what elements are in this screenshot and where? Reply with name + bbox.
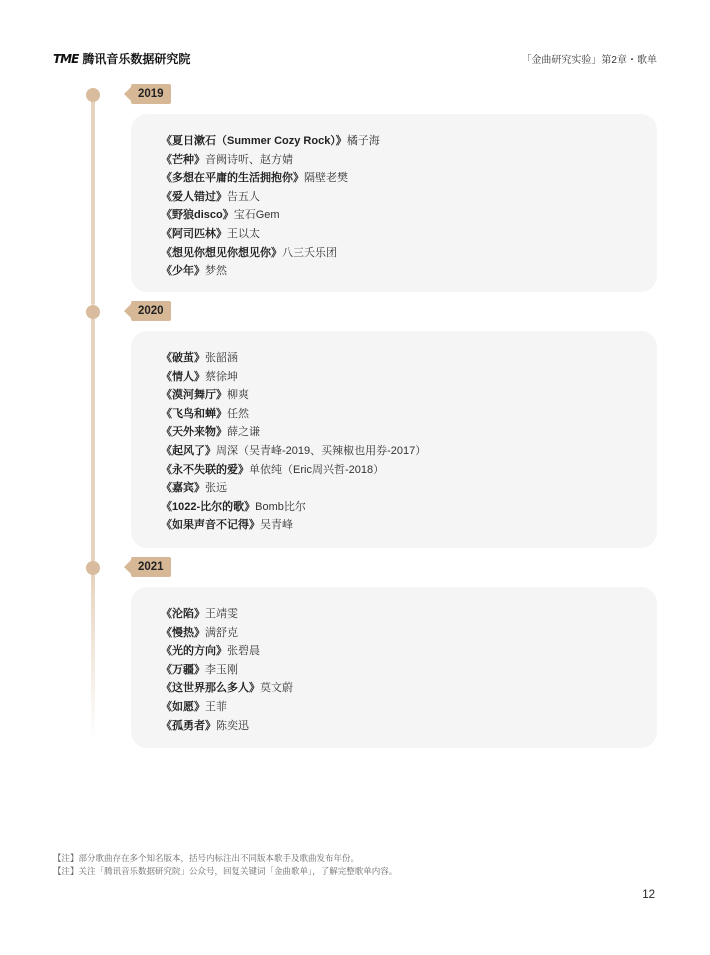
song-artist: 八三夭乐团 [282,246,337,259]
list-item [161,206,657,225]
list-item [161,498,657,517]
song-artist: 音阙诗听、赵方婧 [205,153,293,166]
song-title: 《破茧》 [161,352,205,364]
list-item [161,642,657,661]
year-tag-2021: 2021 [131,557,171,577]
song-artist: 柳爽 [227,389,249,402]
list-item [161,661,657,680]
list-item [161,679,657,698]
song-title: 《永不失联的爱》 [161,463,249,476]
song-title: 《夏日漱石（Summer Cozy Rock）》 [161,135,347,147]
list-item [161,605,657,624]
song-title: 《孤勇者》 [161,719,216,732]
footnotes [53,852,397,878]
song-artist: 李玉刚 [205,663,238,676]
list-item [161,698,657,717]
song-artist: 周深（吴青峰-2019、买辣椒也用券-2017） [216,444,427,457]
song-artist: 莫文蔚 [260,682,293,695]
song-artist: 梦然 [205,265,227,278]
song-artist: 满舒克 [205,626,238,639]
list-item [161,368,657,387]
list-item [161,151,657,170]
page-number: 12 [642,889,655,901]
song-artist: Bomb比尔 [255,500,306,513]
song-artist: 橘子海 [346,135,380,147]
list-item [161,442,657,461]
song-title: 《阿司匹林》 [161,227,227,240]
song-artist: 王靖雯 [205,608,238,620]
tme-logo-icon: TME [53,51,79,66]
list-item [161,405,657,424]
song-artist: 单依纯（Eric周兴哲-2018） [249,463,385,476]
year-tag-2020: 2020 [131,301,171,321]
brand-logo [53,50,190,67]
song-title: 《想见你想见你想见你》 [161,246,282,259]
page-header [0,0,710,66]
song-title: 《慢热》 [161,626,205,639]
song-title: 《情人》 [161,370,205,383]
song-artist: 隔壁老樊 [304,172,348,185]
list-item [161,717,657,736]
song-title: 《爱人错过》 [161,190,227,203]
song-artist: 吴青峰 [260,519,293,532]
song-artist: 蔡徐坤 [205,370,238,383]
list-item [161,624,657,643]
song-artist: 张韶涵 [205,352,238,364]
list-item [161,225,657,244]
song-title: 《芒种》 [161,153,205,166]
song-title: 《如愿》 [161,700,205,713]
song-title: 《漠河舞厅》 [161,389,227,402]
song-artist: 陈奕迅 [216,719,249,732]
list-item [161,461,657,480]
brand-name: 腾讯音乐数据研究院 [82,52,191,66]
footnote: 【注】关注「腾讯音乐数据研究院」公众号，回复关键词「金曲歌单」，了解完整歌单内容。 [53,866,398,876]
list-item [161,516,657,535]
song-title: 《起风了》 [161,444,216,457]
song-artist: 任然 [227,407,249,420]
song-title: 《少年》 [161,265,205,278]
song-title: 《多想在平庸的生活拥抱你》 [161,172,304,185]
song-title: 《1022-比尔的歌》 [161,500,256,513]
timeline-line [91,573,95,738]
list-item [161,262,657,281]
list-item [161,132,657,151]
song-artist: 告五人 [227,190,260,203]
song-title: 《嘉宾》 [161,482,205,495]
year-tag-2019: 2019 [131,84,171,104]
song-artist: 宝石Gem [233,209,280,222]
song-title: 《光的方向》 [161,645,227,658]
song-title: 《如果声音不记得》 [161,519,260,532]
song-artist: 王菲 [205,700,227,713]
song-title: 《野狼disco》 [161,209,234,222]
timeline-dot-2019 [86,88,100,102]
songs-card-2021 [131,587,657,748]
song-title: 《飞鸟和蝉》 [161,407,227,420]
songs-card-2019 [131,114,657,292]
timeline-line [91,317,95,562]
song-artist: 张碧晨 [227,645,260,658]
list-item [161,244,657,263]
chapter-label: 「金曲研究实验」第2章・歌单 [521,55,657,66]
list-item [161,386,657,405]
song-artist: 张远 [205,482,227,495]
list-item [161,169,657,188]
song-title: 《这世界那么多人》 [161,682,260,695]
songs-card-2020 [131,331,657,548]
list-item [161,188,657,207]
list-item [161,423,657,442]
timeline-dot-2020 [86,305,100,319]
timeline-line [91,100,95,305]
timeline-dot-2021 [86,561,100,575]
song-artist: 王以太 [227,227,260,240]
song-title: 《沦陷》 [161,608,205,620]
footnote: 【注】部分歌曲存在多个知名版本，括号内标注出不同版本歌手及歌曲发布年份。 [53,853,360,863]
song-artist: 薛之谦 [227,426,260,439]
list-item [161,479,657,498]
song-title: 《天外来物》 [161,426,227,439]
list-item [161,349,657,368]
song-title: 《万疆》 [161,663,205,676]
